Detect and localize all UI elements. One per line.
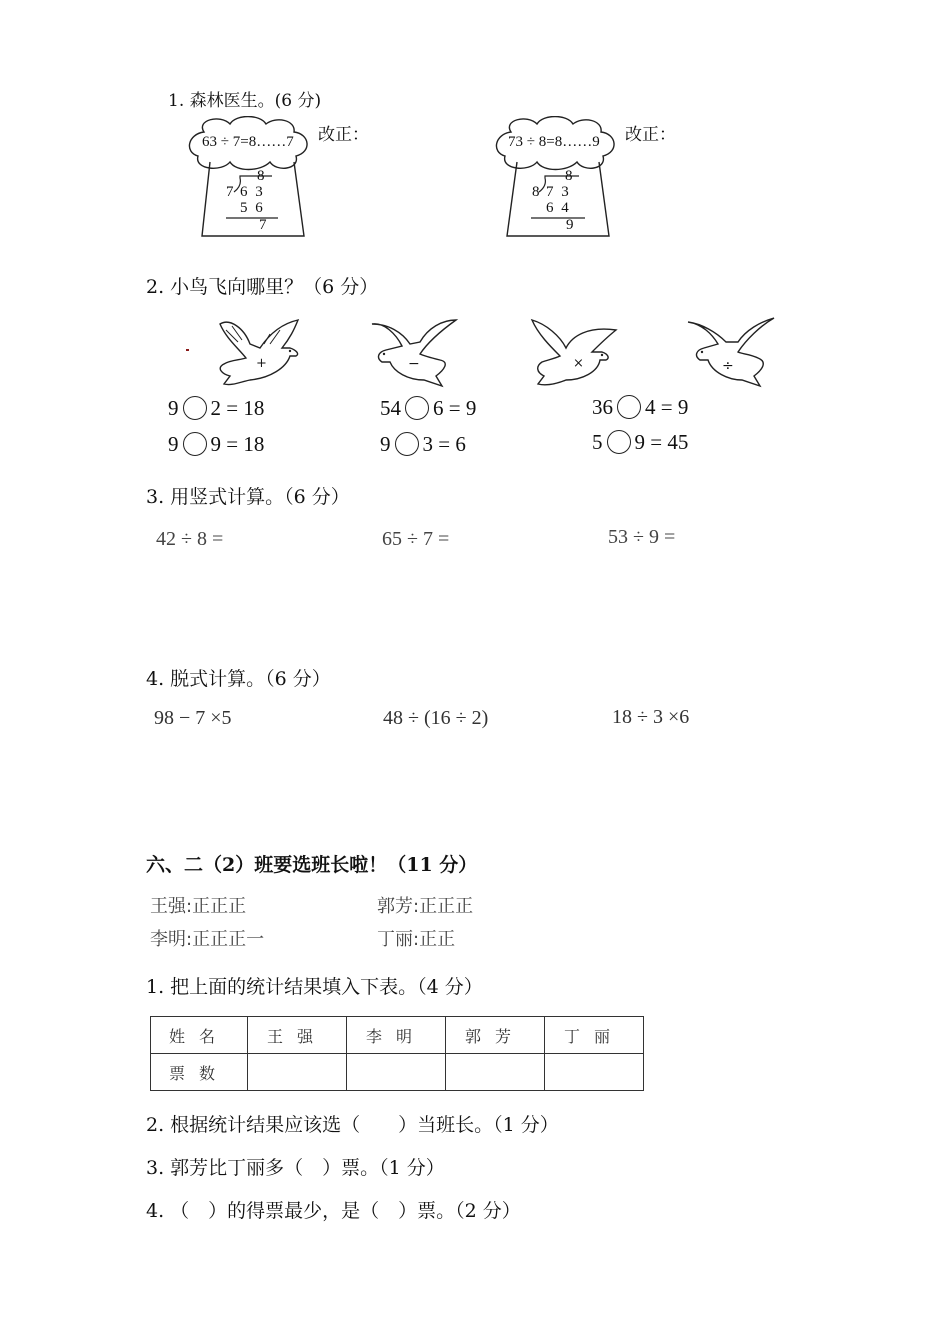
section6-q3: 3. 郭芳比丁丽多（ ）票。（1 分） — [146, 1157, 445, 1179]
vote-count-cell[interactable] — [347, 1054, 446, 1091]
q4-item-2: 48 ÷ (16 ÷ 2) — [383, 707, 489, 729]
section6-title: 六、二（2）班要选班长啦！（11 分） — [146, 854, 478, 876]
table-row — [151, 1017, 644, 1054]
answer-circle[interactable] — [405, 396, 429, 420]
cloud-equation-1: 63 ÷ 7=8……7 — [202, 134, 294, 150]
table-row — [151, 1054, 644, 1091]
tally-guofang: 郭芳:正正正 — [377, 896, 474, 917]
q3-item-1: 42 ÷ 8 = — [156, 528, 224, 550]
dividend-1: 6 3 — [240, 184, 265, 200]
tally-dingli: 丁丽:正正 — [377, 929, 456, 950]
divisor-1: 7 — [226, 184, 236, 200]
table-header-cell: 王强 — [248, 1017, 347, 1054]
table-header-cell: 郭芳 — [446, 1017, 545, 1054]
stray-mark — [186, 349, 189, 351]
vote-count-cell[interactable] — [545, 1054, 644, 1091]
tally-wangqiang: 王强:正正正 — [150, 896, 247, 917]
table-row-label: 票数 — [151, 1054, 248, 1091]
table-header-cell: 姓名 — [151, 1017, 248, 1054]
vote-count-cell[interactable] — [248, 1054, 347, 1091]
vote-table — [150, 1016, 644, 1091]
q4-title: 4. 脱式计算。（6 分） — [146, 668, 331, 690]
q3-item-2: 65 ÷ 7 = — [382, 528, 450, 550]
table-header-cell: 李明 — [347, 1017, 446, 1054]
section6-q1: 1. 把上面的统计结果填入下表。（4 分） — [146, 976, 483, 998]
bird-op-times: × — [573, 356, 584, 371]
section6-q4: 4. （ ）的得票最少，是（ ）票。（2 分） — [146, 1200, 521, 1222]
bird-op-plus: + — [256, 356, 267, 371]
q4-item-3: 18 ÷ 3 ×6 — [612, 706, 690, 728]
eq-4: 9 9 = 18 — [168, 432, 265, 456]
bird-minus — [366, 314, 462, 388]
q3-item-3: 53 ÷ 9 = — [608, 526, 676, 548]
q1-title: 1. 森林医生。(6 分) — [168, 91, 322, 111]
answer-circle[interactable] — [617, 395, 641, 419]
answer-circle[interactable] — [183, 396, 207, 420]
section6-q2: 2. 根据统计结果应该选（ ）当班长。（1 分） — [146, 1114, 559, 1136]
quotient-2: 8 — [565, 168, 575, 184]
bird-divide — [684, 314, 780, 388]
divisor-2: 8 — [532, 184, 542, 200]
q4-item-1: 98 − 7 ×5 — [154, 707, 232, 729]
vote-count-cell[interactable] — [446, 1054, 545, 1091]
product-2: 6 4 — [546, 200, 571, 216]
bird-op-minus: − — [408, 356, 420, 372]
fix-label-2: 改正： — [625, 125, 676, 145]
q2-title: 2. 小鸟飞向哪里？（6 分） — [146, 276, 379, 298]
eq-6: 5 9 = 45 — [592, 430, 689, 454]
table-header-cell: 丁丽 — [545, 1017, 644, 1054]
eq-2: 54 6 = 9 — [380, 396, 477, 420]
bird-op-divide: ÷ — [722, 358, 734, 374]
eq-1: 9 2 = 18 — [168, 396, 265, 420]
quotient-1: 8 — [257, 168, 267, 184]
fix-label-1: 改正： — [318, 125, 369, 145]
eq-3: 36 4 = 9 — [592, 395, 689, 419]
answer-circle[interactable] — [395, 432, 419, 456]
dividend-2: 7 3 — [546, 184, 571, 200]
birds-layer — [0, 0, 950, 400]
bird-plus — [210, 314, 306, 388]
answer-circle[interactable] — [607, 430, 631, 454]
eq-5: 9 3 = 6 — [380, 432, 466, 456]
bird-times — [526, 314, 622, 388]
cloud-equation-2: 73 ÷ 8=8……9 — [508, 134, 600, 150]
product-1: 5 6 — [240, 200, 265, 216]
remainder-2: 9 — [566, 217, 576, 233]
remainder-1: 7 — [259, 217, 269, 233]
answer-circle[interactable] — [183, 432, 207, 456]
tally-liming: 李明:正正正一 — [150, 929, 265, 950]
q3-title: 3. 用竖式计算。（6 分） — [146, 486, 350, 508]
